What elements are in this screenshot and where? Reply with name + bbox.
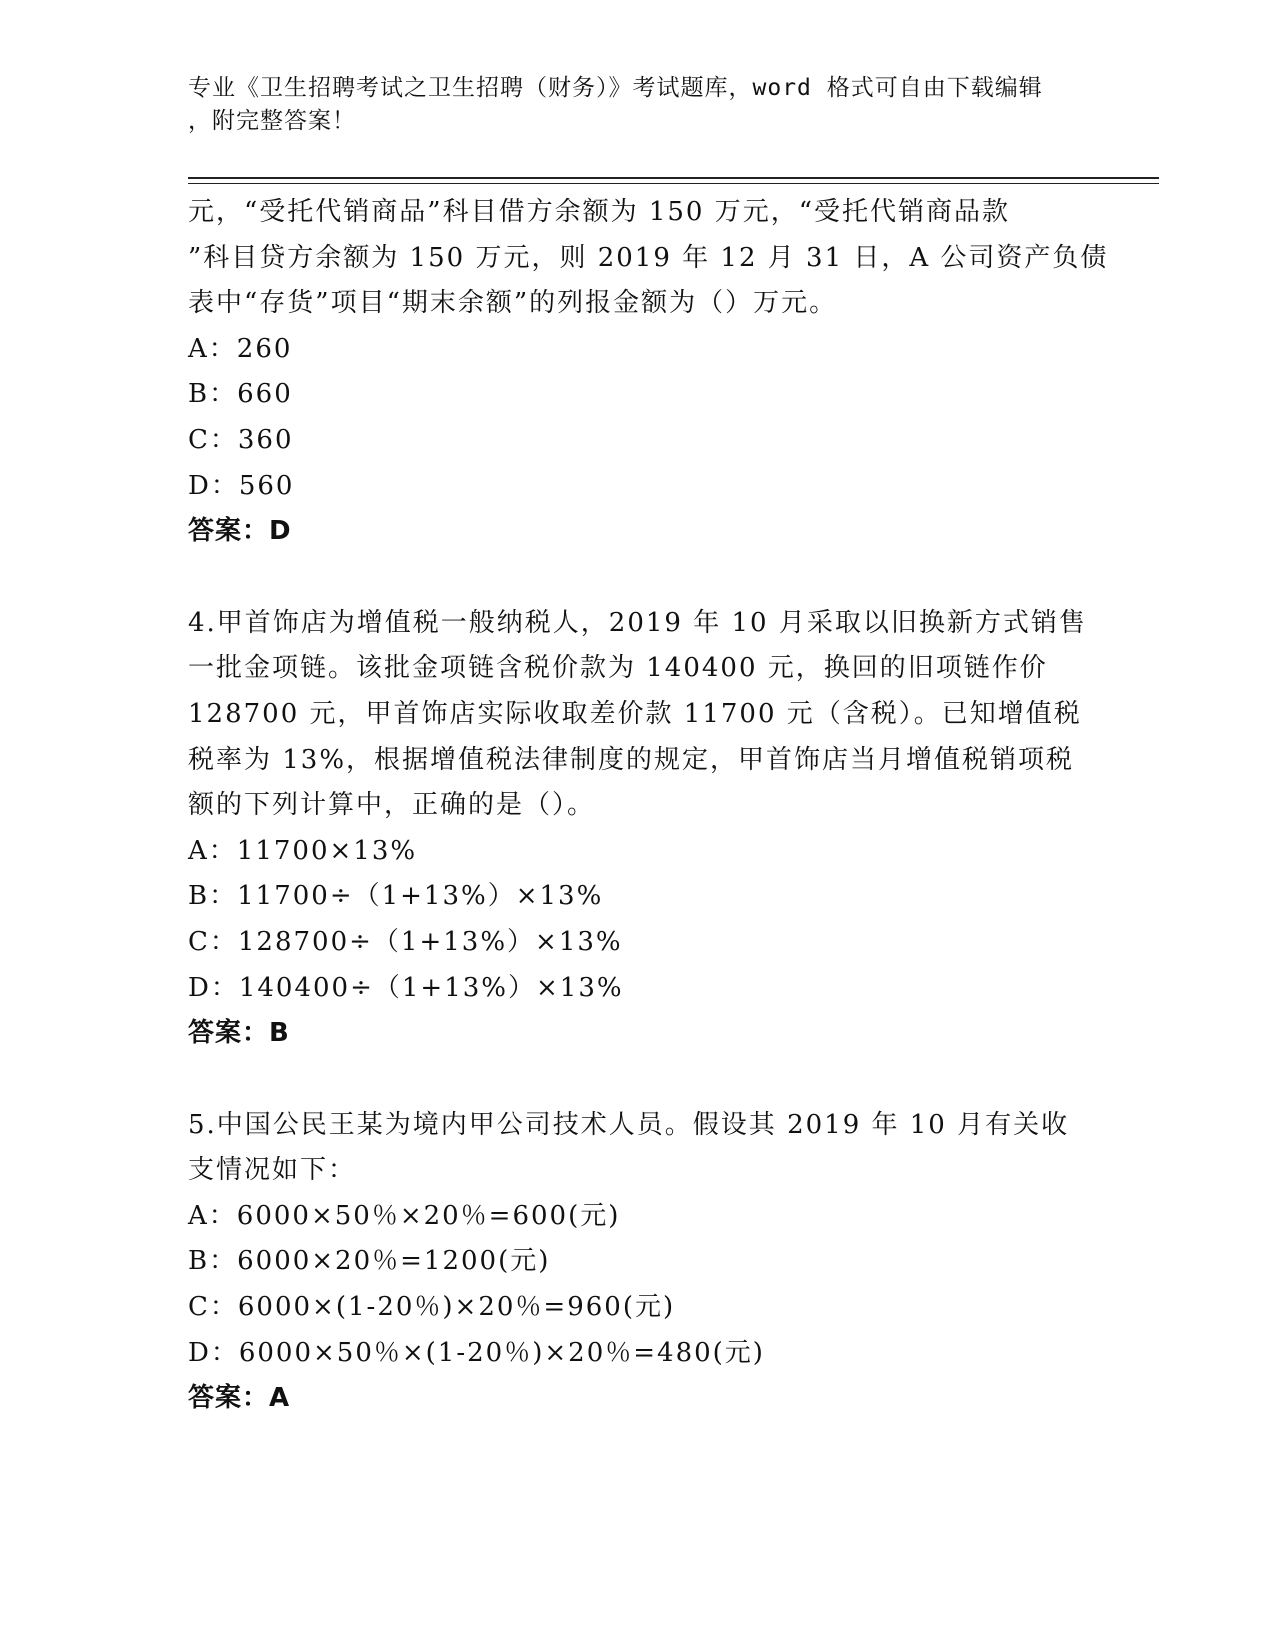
question-3-option-d: D：560 [188, 470, 295, 501]
question-4 [188, 601, 1088, 1057]
question-5-option-a: A：6000×50％×20％=600(元) [188, 1200, 621, 1231]
header-rule-thin [188, 183, 1159, 184]
question-4-option-d: D：140400÷（1+13%）×13% [188, 972, 624, 1003]
question-4-line: 一批金项链。该批金项链含税价款为 140400 元，换回的旧项链作价 [188, 653, 1048, 684]
question-4-answer: 答案：B [188, 1018, 290, 1049]
header-line-2: ，附完整答案！ [188, 108, 356, 134]
question-3-line: 元，“受托代销商品”科目借方余额为 150 万元，“受托代销商品款 [188, 197, 1011, 227]
header-line-1: 专业《卫生招聘考试之卫生招聘（财务）》考试题库，word 格式可自由下载编辑 [188, 75, 1043, 101]
question-3-line: ”科目贷方余额为 150 万元，则 2019 年 12 月 31 日，A 公司资产负债 [188, 242, 1109, 273]
spacer [188, 555, 1088, 601]
question-4-option-c: C：128700÷（1+13%）×13% [188, 926, 623, 957]
question-5-option-d: D：6000×50％×(1-20％)×20％=480(元) [188, 1337, 765, 1368]
question-4-line: 额的下列计算中，正确的是（）。 [188, 790, 596, 821]
question-5-answer: 答案：A [188, 1383, 291, 1414]
question-5-option-b: B：6000×20％=1200(元) [188, 1246, 551, 1277]
question-content [188, 190, 1109, 1422]
page-header [188, 72, 1068, 138]
question-3-line: 表中“存货”项目“期末余额”的列报金额为（）万元。 [188, 288, 838, 319]
question-4-line: 税率为 13%，根据增值税法律制度的规定，甲首饰店当月增值税销项税 [188, 744, 1075, 775]
question-3 [188, 190, 1109, 555]
header-rule-thick [188, 177, 1159, 179]
question-3-answer: 答案：D [188, 516, 292, 547]
question-3-option-a: A：260 [188, 333, 293, 364]
question-3-option-c: C：360 [188, 424, 294, 455]
question-4-line: 128700 元，甲首饰店实际收取差价款 11700 元（含税）。已知增值税 [188, 698, 1082, 729]
question-4-line: 4.甲首饰店为增值税一般纳税人，2019 年 10 月采取以旧换新方式销售 [188, 607, 1087, 638]
question-5-line: 支情况如下： [188, 1155, 357, 1186]
question-4-option-a: A：11700×13% [188, 835, 418, 866]
question-5-option-c: C：6000×(1-20％)×20％=960(元) [188, 1292, 676, 1323]
question-3-option-b: B：660 [188, 379, 293, 410]
question-5 [188, 1103, 1088, 1422]
question-4-option-b: B：11700÷（1+13%）×13% [188, 881, 604, 912]
question-5-line: 5.中国公民王某为境内甲公司技术人员。假设其 2019 年 10 月有关收 [188, 1109, 1070, 1140]
spacer [188, 1057, 1088, 1103]
